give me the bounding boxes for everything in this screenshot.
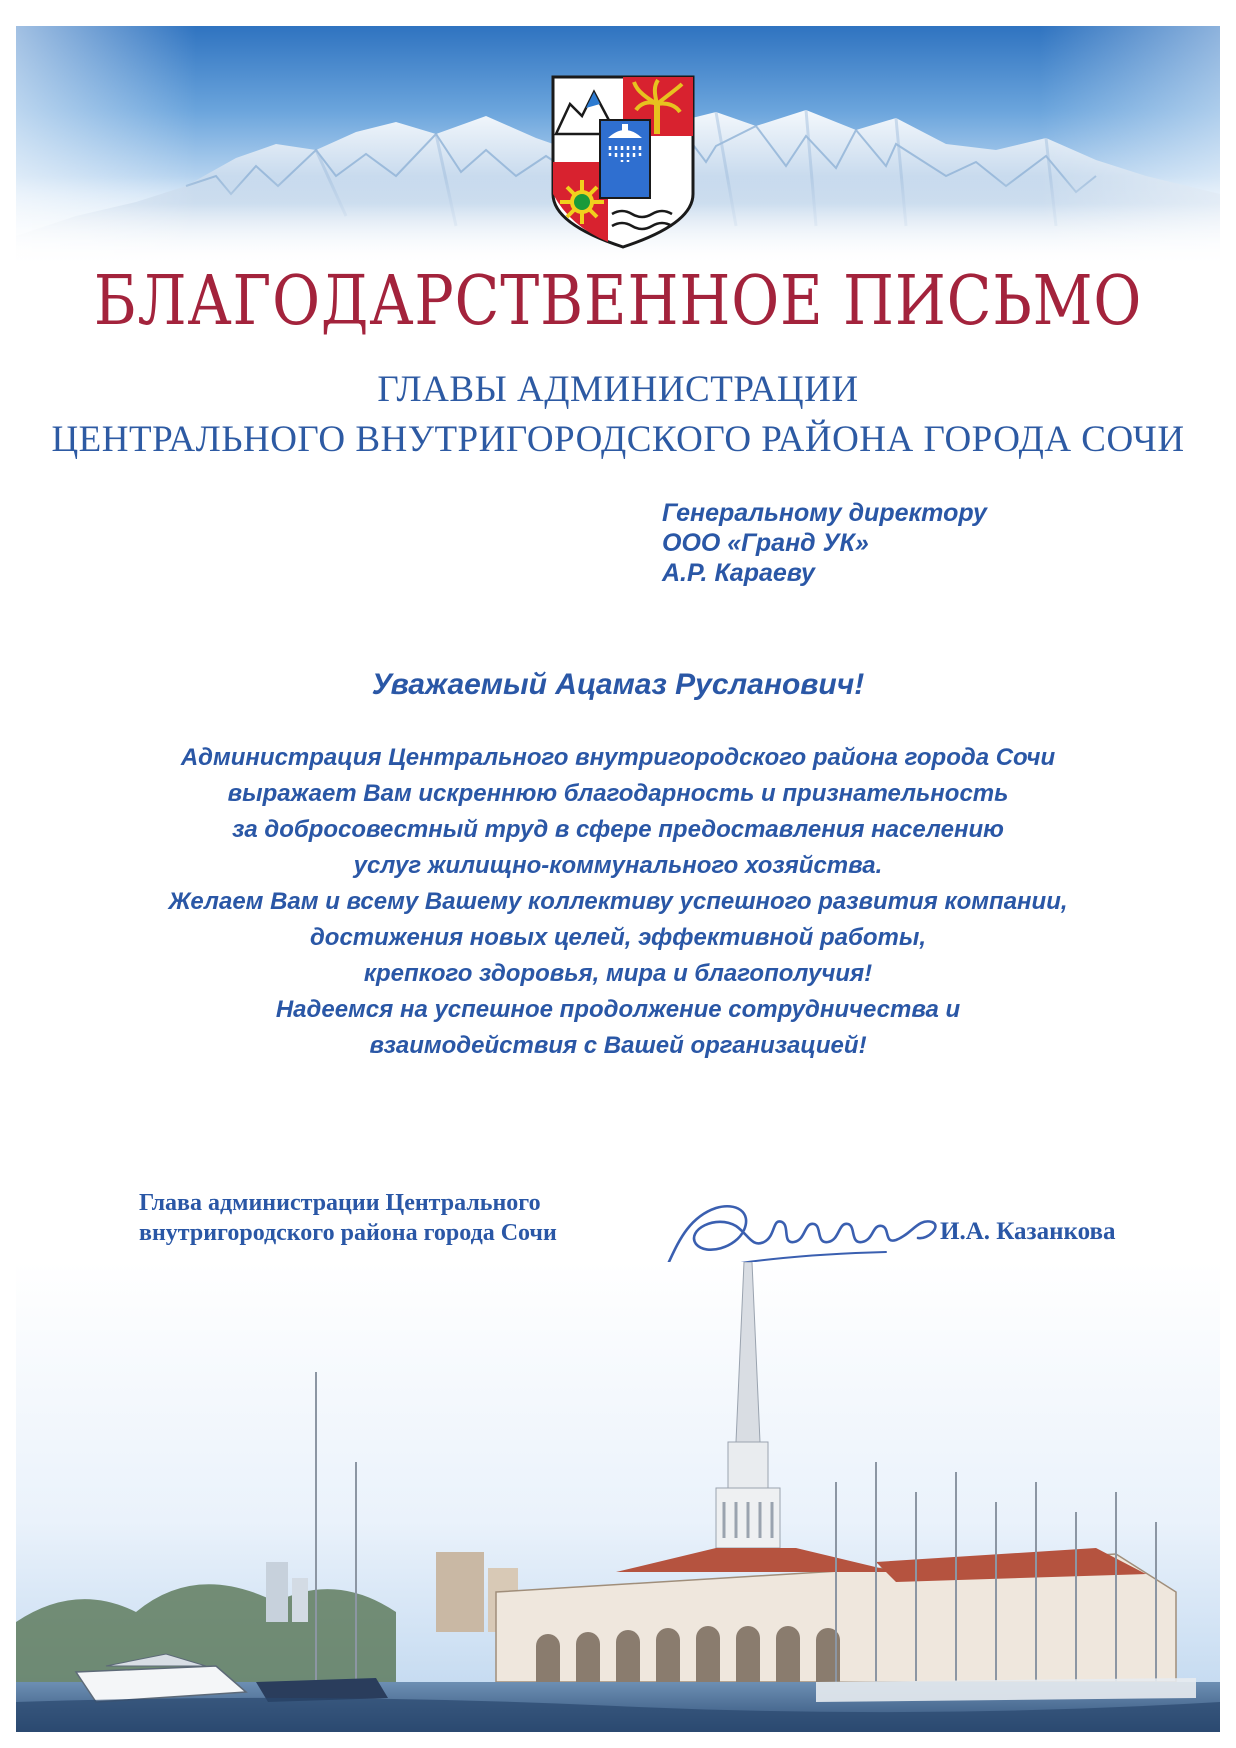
body-line: Надеемся на успешное продолжение сотрудничества и <box>275 996 961 1023</box>
body-line: услуг жилищно-коммунального хозяйства. <box>353 852 883 879</box>
sea-terminal-illustration <box>16 1262 1220 1732</box>
sochi-coat-of-arms <box>550 74 696 250</box>
page-title: БЛАГОДАРСТВЕННОЕ ПИСЬМО <box>93 262 1143 341</box>
body-line: крепкого здоровья, мира и благополучия! <box>363 960 873 987</box>
body-line: Желаем Вам и всему Вашему коллективу успешного развития компании, <box>168 888 1068 915</box>
mineral-spring-icon <box>600 120 650 198</box>
addressee-position: Генеральному директору <box>662 499 987 527</box>
harbour-illustration <box>16 1262 1220 1732</box>
signer-title-line-1: Глава администрации Центрального <box>139 1190 541 1216</box>
subtitle-line-2: ЦЕНТРАЛЬНОГО ВНУТРИГОРОДСКОГО РАЙОНА ГОРОДА СОЧИ <box>51 419 1185 460</box>
body-line: выражает Вам искреннюю благодарность и признательность <box>227 780 1009 807</box>
signer-name: И.А. Казанкова <box>940 1218 1116 1245</box>
addressee-block <box>662 498 1142 588</box>
subtitle-line-1: ГЛАВЫ АДМИНИСТРАЦИИ <box>377 369 859 410</box>
greeting: Уважаемый Ацамаз Русланович! <box>371 668 865 701</box>
signer-title <box>139 1188 659 1248</box>
body-line: Администрация Центрального внутригородского района города Сочи <box>180 744 1056 771</box>
coat-of-arms-icon <box>550 74 696 250</box>
signer-title-line-2: внутригородского района города Сочи <box>139 1220 557 1246</box>
body-line: взаимодействия с Вашей организацией! <box>369 1032 867 1059</box>
body-line: за добросовестный труд в сфере предоставления населению <box>232 816 1004 843</box>
addressee-company: ООО «Гранд УК» <box>662 529 869 557</box>
addressee-name: А.Р. Караеву <box>662 559 815 587</box>
body-line: достижения новых целей, эффективной работы, <box>309 924 927 951</box>
letter-body <box>80 740 1156 1064</box>
